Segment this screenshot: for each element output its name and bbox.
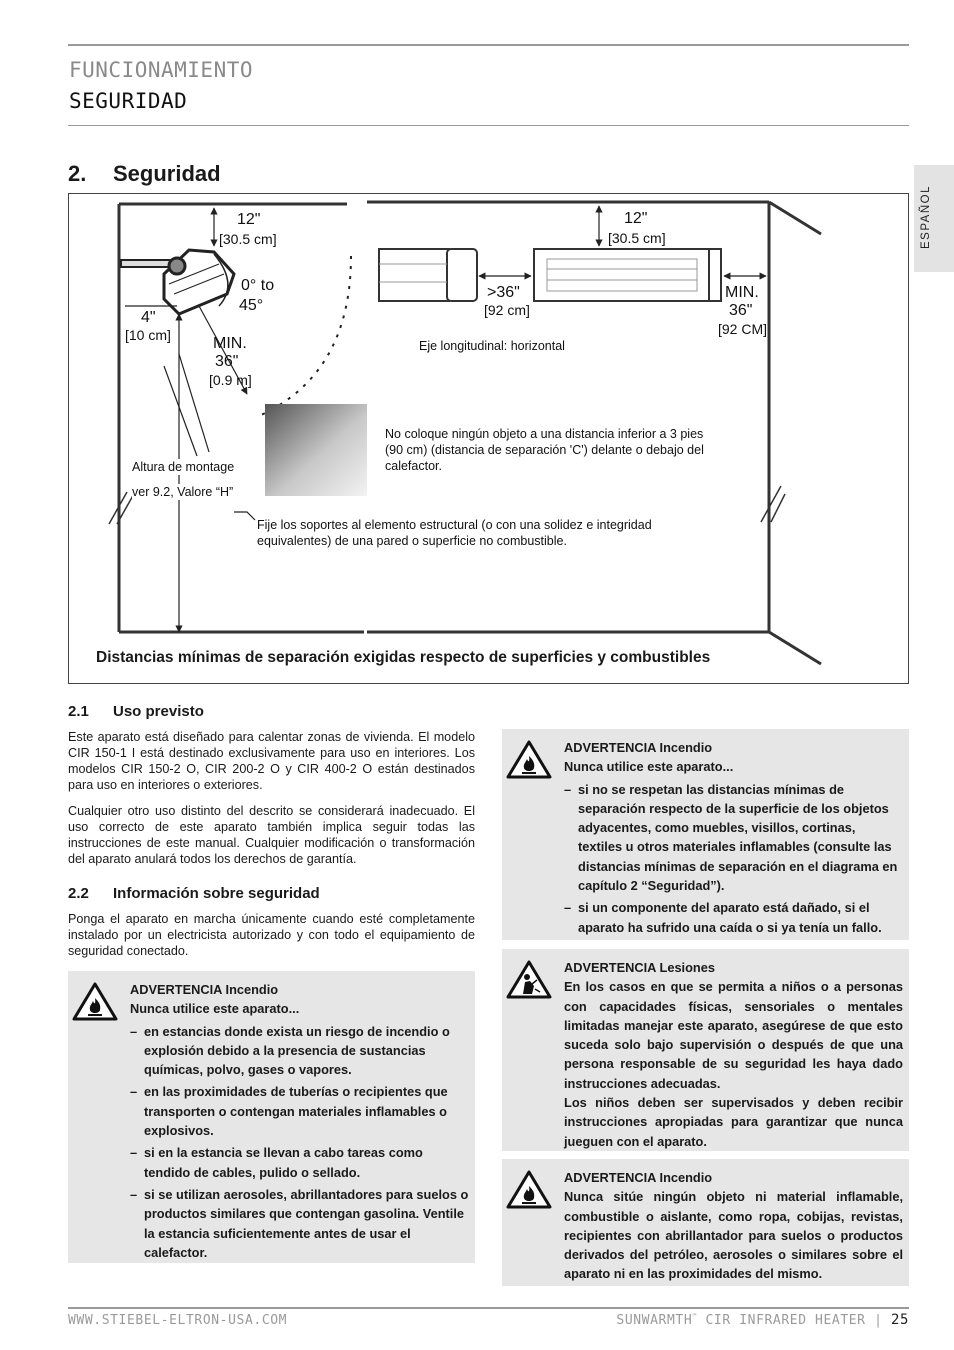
- footer-product-page: [616, 1312, 909, 1328]
- warning-box-fire-2: [502, 729, 909, 940]
- list-item: – si en la estancia se llevan a cabo tareas como tendido de cables, pulido o sellado.: [130, 1143, 469, 1182]
- subsection-number: 2.2: [68, 885, 89, 902]
- list-item: – en las proximidades de tuberías o recipientes que transporten o contengan materiales inflamables o explosivos.: [130, 1082, 469, 1140]
- bracket-note: Fije los soportes al elemento estructural (o con una solidez e integridad equivalentes) de una pared o superficie no combustible.: [257, 518, 652, 548]
- subsection-heading-safety-info: [68, 885, 320, 902]
- fire-warning-icon: [72, 981, 118, 1021]
- warning-box-fire-1: [68, 971, 475, 1263]
- warning-paragraph: En los casos en que se permita a niños o a personas con capacidades físicas, sensoriales o mentales limitadas manejar este aparato, asegúrese de que esto suceda solo bajo supervisión o después de que una persona responsable de su seguridad les haya dado instrucciones adecuadas.: [564, 979, 903, 1091]
- warning-box-injury: [502, 949, 909, 1151]
- dim-gap-in: >36": [487, 284, 520, 301]
- axis-label: Eje longitudinal: horizontal: [419, 339, 565, 353]
- trademark-mark: ™: [692, 1312, 698, 1321]
- heater-front-right: [534, 249, 721, 301]
- object-box: [265, 404, 367, 496]
- fire-warning-icon: [506, 739, 552, 779]
- section-heading: [68, 161, 221, 187]
- list-item: – si no se respetan las distancias mínimas de separación respecto de la superficie de los objetos adyacentes, como muebles, visillos, cortinas, textiles u otros materiales inflamables (consulte las distancias mínimas de separación en el diagrama en capítulo 2 “Seguridad”).: [564, 780, 903, 896]
- footer-product-rest: CIR INFRARED HEATER: [697, 1313, 866, 1328]
- warning-list: [130, 1022, 469, 1263]
- footer-rule: [68, 1307, 909, 1309]
- warning-box-fire-3: [502, 1159, 909, 1286]
- subsection-title: Información sobre seguridad: [113, 885, 320, 902]
- warning-paragraph: Nunca sitúe ningún objeto ni material inflamable, combustible o aislante, como ropa, cobijas, revistas, recipientes con abrillantador para suelos o productos derivados del petróleo, aerosoles o similares sobre el aparato ni en las proximidades del mismo.: [564, 1189, 903, 1282]
- warning-content: [564, 1168, 903, 1284]
- dim-min-m: [0.9 m]: [209, 372, 252, 388]
- dim-side-in: 4": [141, 309, 156, 326]
- section-title: Seguridad: [113, 161, 221, 186]
- dim-top-left: 12": [237, 211, 261, 228]
- language-tab-label: ESPAÑOL: [920, 185, 932, 249]
- warning-list: [564, 780, 903, 937]
- warning-content: [564, 738, 903, 937]
- language-tab: [914, 165, 954, 272]
- safety-info-paragraph: Ponga el aparato en marcha únicamente cuando esté completamente instalado por un electricista autorizado y con todo el equipamiento de seguridad conectado.: [68, 912, 475, 958]
- injury-warning-icon: [506, 959, 552, 999]
- warning-title: ADVERTENCIA Lesiones: [564, 960, 715, 975]
- warning-paragraph: Los niños deben ser supervisados y deben recibir instrucciones apropiadas para garantizar que nunca jueguen con el aparato.: [564, 1095, 903, 1149]
- dim-top-left-cm: [30.5 cm]: [219, 231, 277, 247]
- mounting-height-ref: ver 9.2, Valore “H”: [132, 485, 234, 499]
- dim-side-cm: [10 cm]: [125, 327, 171, 343]
- warning-content: [130, 980, 469, 1262]
- dim-gap-cm: [92 cm]: [484, 302, 530, 318]
- clearance-diagram: [68, 193, 909, 684]
- header-title: SEGURIDAD: [69, 89, 188, 113]
- dim-right-in: 36": [729, 302, 753, 319]
- subsection-title: Uso previsto: [113, 703, 204, 720]
- dim-angle-a: 0° to: [241, 277, 275, 294]
- header-bottom-rule: [68, 125, 909, 126]
- warning-title: ADVERTENCIA Incendio: [564, 1170, 713, 1185]
- dim-top-right: 12": [624, 210, 648, 227]
- footer-product: SUNWARMTH: [616, 1313, 693, 1328]
- subsection-heading-intended-use: [68, 703, 204, 720]
- figure-caption: Distancias mínimas de separación exigidas respecto de superficies y combustibles: [96, 649, 711, 666]
- list-item: – si un componente del aparato está dañado, si el aparato ha sufrido una caída o si ya tenía un fallo.: [564, 898, 903, 937]
- dim-top-right-cm: [30.5 cm]: [608, 230, 666, 246]
- heater-front-left: [379, 249, 477, 301]
- warning-intro: Nunca utilice este aparato...: [130, 1001, 300, 1017]
- intended-use-paragraph-1: Este aparato está diseñado para calentar zonas de vivienda. El modelo CIR 150-1 I está destinado exclusivamente para uso en interiores. Los modelos CIR 150-2 O, CIR 200-2 O y CIR 400-2 O están destinados para uso en interiores o exteriores.: [68, 730, 475, 792]
- heater-side-view: [121, 250, 234, 314]
- warning-intro: Nunca utilice este aparato...: [564, 759, 734, 775]
- list-item: – en estancias donde exista un riesgo de incendio o explosión debido a la presencia de sustancias químicas, polvo, gases o vapores.: [130, 1022, 469, 1080]
- clearance-note: No coloque ningún objeto a una distancia inferior a 3 pies (90 cm) (distancia de separación 'C') delante o debajo del calefactor.: [385, 427, 704, 473]
- warning-content: [564, 958, 903, 1151]
- mounting-height-label: Altura de montage: [132, 460, 235, 474]
- dim-right-cm: [92 CM]: [718, 321, 768, 337]
- intended-use-paragraph-2: Cualquier otro uso distinto del descrito se considerará inadecuado. El uso correcto de este aparato también implica seguir todas las instrucciones de este manual. Cualquier modificación o transformación del aparato anulará todos los derechos de garantía.: [68, 804, 475, 866]
- dim-angle-b: 45°: [239, 297, 264, 314]
- warning-title: ADVERTENCIA Incendio: [564, 740, 713, 755]
- dim-min-in: 36": [215, 353, 239, 370]
- dim-right-min: MIN.: [725, 284, 759, 301]
- fire-warning-icon: [506, 1169, 552, 1209]
- footer-separator: |: [874, 1313, 883, 1328]
- header-category: FUNCIONAMIENTO: [69, 58, 254, 82]
- dim-min-label: MIN.: [213, 335, 247, 352]
- section-number: 2.: [68, 161, 87, 186]
- page-number: 25: [890, 1312, 909, 1328]
- list-item: – si se utilizan aerosoles, abrillantadores para suelos o productos similares que contengan gasolina. Ventile la estancia suficientemente antes de usar el calefactor.: [130, 1185, 469, 1262]
- header-top-rule: [68, 44, 909, 46]
- warning-title: ADVERTENCIA Incendio: [130, 982, 279, 997]
- subsection-number: 2.1: [68, 703, 89, 720]
- footer-website: WWW.STIEBEL-ELTRON-USA.COM: [68, 1313, 288, 1328]
